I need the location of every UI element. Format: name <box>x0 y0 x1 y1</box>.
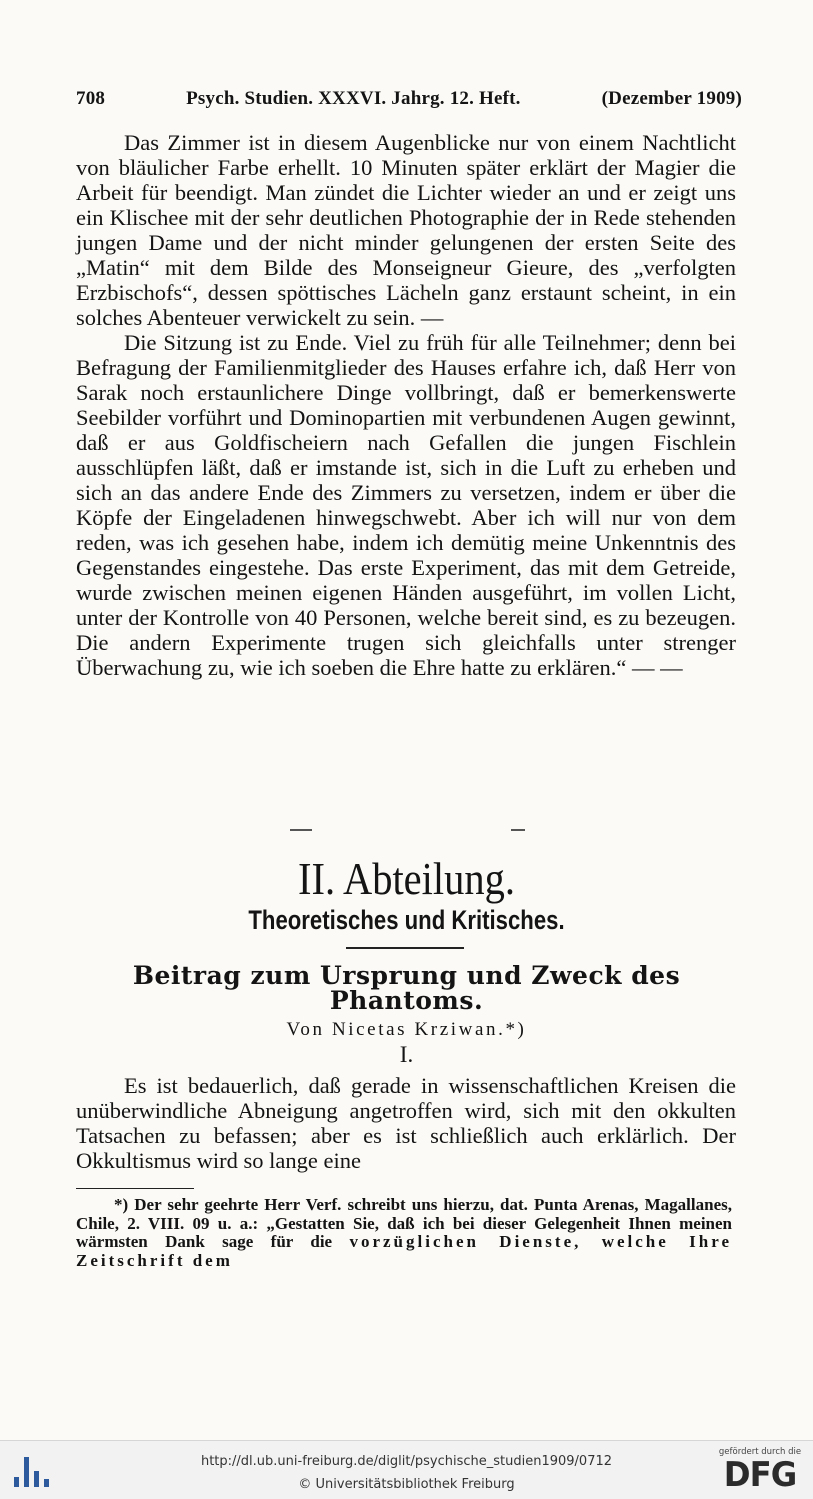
article-title <box>90 963 723 1013</box>
dfg-logo: DFG <box>723 1455 797 1495</box>
footnote-rule <box>76 1188 194 1189</box>
issue-date: (Dezember 1909) <box>601 88 742 109</box>
article-title-line: Phantoms. <box>329 986 484 1015</box>
footnote <box>76 1196 732 1270</box>
footnote-text: *) Der sehr geehrte Herr Verf. schreibt uns hierzu, dat. Punta Arenas, Magallanes, Chile, 2. VIII. 09 u. a.: „Gestatten Sie, daß ich bei dieser Gelegenheit Ihnen meinen wärmsten Dank sage für die <box>76 1195 732 1251</box>
paragraph: Es ist bedauerlich, daß gerade in wissenschaftlichen Kreisen die unüberwindliche Abneigung angetroffen wird, sich mit den okkulten Tatsachen zu befassen; aber es ist schließlich auch erklärlich. Der Okkultismus wird so lange eine <box>76 1073 736 1173</box>
running-title: Psych. Studien. XXXVI. Jahrg. 12. Heft. <box>186 88 521 109</box>
author-byline: Von Nicetas Krziwan.*) <box>286 1019 527 1040</box>
copyright-notice: © Universitätsbibliothek Freiburg <box>298 1477 515 1492</box>
section-title: II. Abteilung. <box>297 853 515 904</box>
viewer-footer-bar <box>0 1440 813 1499</box>
page-number: 708 <box>76 88 106 109</box>
text-block-continued <box>76 130 736 680</box>
section-separator <box>0 829 813 833</box>
text-block-article <box>76 1073 736 1173</box>
chapter-number: I. <box>399 1042 414 1067</box>
running-header <box>76 88 742 110</box>
dfg-caption: gefördert durch die <box>718 1447 802 1457</box>
paragraph: Die Sitzung ist zu Ende. Viel zu früh für alle Teilnehmer; denn bei Befragung der Familienmitglieder des Hauses erfahre ich, daß Herr von Sarak noch erstaunlichere Dinge vollbringt, daß er bemerkenswerte Seebilder vorführt und Dominopartien mit verbundenen Augen gewinnt, daß er aus Goldfischeiern nach Gefallen die jungen Fischlein ausschlüpfen läßt, daß er imstande ist, sich in die Luft zu erheben und sich an das andere Ende des Zimmers zu versetzen, indem er über die Köpfe der Eingeladenen hinwegschwebt. Aber ich will nur von dem reden, was ich gesehen habe, indem ich demütig meine Unkenntnis des Gegenstandes eingestehe. Das erste Experiment, das mit dem Getreide, wurde zwischen meinen eigenen Händen ausgeführt, im vollen Licht, unter der Kontrolle von 40 Personen, welche bereit sind, es zu bezeugen. Die andern Experimente trugen sich gleichfalls unter strenger Überwachung zu, wie ich soeben die Ehre hatte zu erklären.“ — — <box>76 330 736 680</box>
dfg-funding-badge[interactable] <box>717 1447 803 1493</box>
paragraph: Das Zimmer ist in diesem Augenblicke nur von einem Nachtlicht von bläulicher Farbe erhellt. 10 Minuten später erklärt der Magier die Arbeit für beendigt. Man zündet die Lichter wieder an und er zeigt uns ein Klischee mit der sehr deutlichen Photographie der in Rede stehenden jungen Dame und der nicht minder gelungenen der ersten Seite des „Matin“ mit dem Bilde des Monseigneur Gieure, des „verfolgten Erzbischofs“, dessen spöttisches Lächeln ganz erstaunt scheint, in ein solches Abenteuer verwickelt zu sein. — <box>76 130 736 330</box>
footnote-spaced-text: vorzüglichen Dienste, welche Ihre Zeitschrift dem <box>76 1232 733 1270</box>
section-subtitle: Theoretisches und Kritisches. <box>248 905 565 935</box>
divider-rule <box>346 947 464 949</box>
article-title-line: Beitrag zum Ursprung und Zweck des <box>132 961 681 990</box>
permalink-url[interactable]: http://dl.ub.uni-freiburg.de/diglit/psychische_studien1909/0712 <box>200 1454 613 1469</box>
